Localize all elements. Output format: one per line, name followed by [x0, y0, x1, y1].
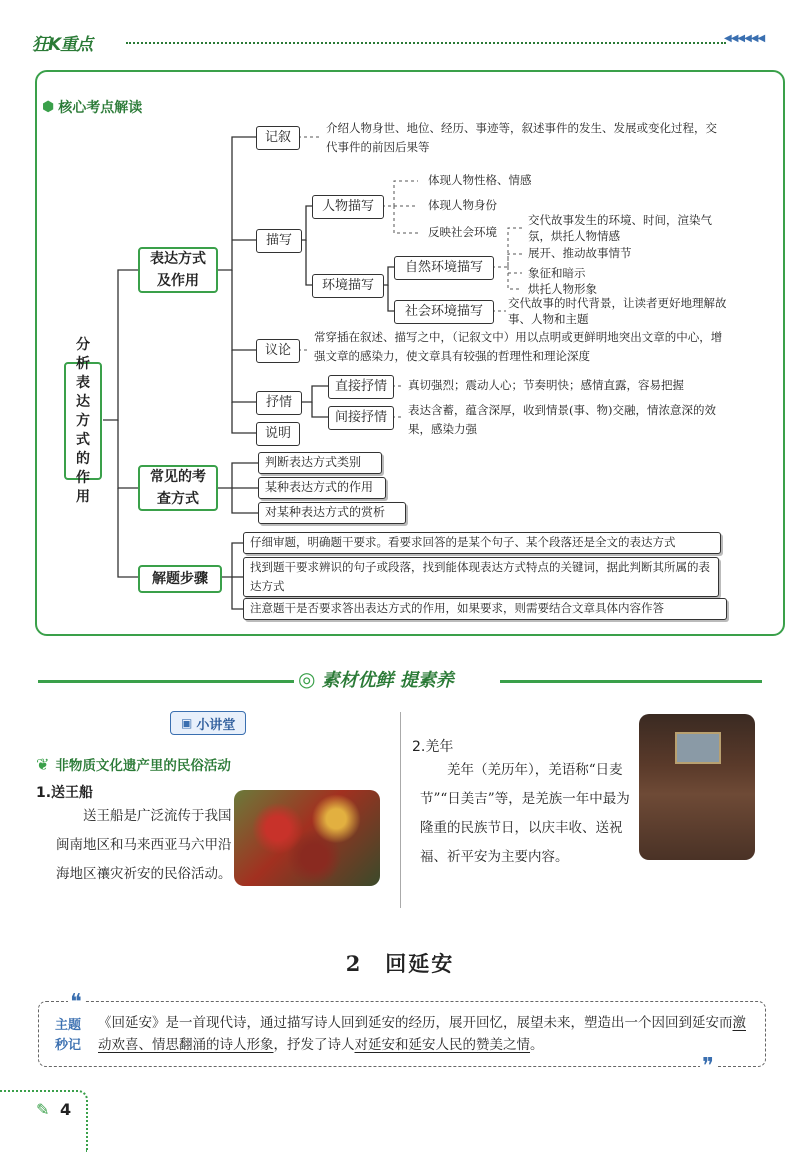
page-number: 4	[60, 1100, 72, 1119]
item2-photo	[639, 714, 755, 860]
note-natural-2: 展开、推动故事情节	[528, 246, 632, 260]
branch-exam-types: 常见的考查方式	[138, 465, 218, 511]
node-natural-env: 自然环境描写	[394, 256, 494, 280]
node-character: 人物描写	[312, 195, 384, 219]
exam-type-3: 对某种表达方式的赏析	[258, 502, 406, 524]
node-argument: 议论	[256, 339, 300, 363]
branch-solving-steps: 解题步骤	[138, 565, 222, 593]
note-direct-lyric: 真切强烈；震动人心；节奏明快；感情直露，容易把握	[408, 378, 684, 392]
cube-icon: ⬢	[42, 99, 55, 115]
banner-text: 素材优鲜 提素养	[321, 670, 454, 691]
header-arrows: ◀◀◀◀◀◀	[724, 33, 765, 44]
note-character-2: 体现人物身份	[428, 198, 497, 212]
node-indirect-lyric: 间接抒情	[328, 406, 394, 430]
node-narration: 记叙	[256, 126, 300, 150]
theme-label-line2: 秒记	[54, 1038, 81, 1053]
theme-label	[50, 1016, 86, 1056]
branch-expression: 表达方式及作用	[138, 247, 218, 293]
lecture-tag	[170, 711, 246, 735]
item1-text: 送王船是广泛流传于我国闽南地区和马来西亚马六甲沿海地区禳灾祈安的民俗活动。	[56, 808, 232, 882]
exam-type-1: 判断表达方式类别	[258, 452, 382, 474]
footer-book-icon: ✎	[36, 1100, 50, 1119]
quote-icon-close: ❞	[702, 1054, 714, 1079]
node-description: 描写	[256, 229, 302, 253]
item1-photo	[234, 790, 380, 886]
theme-text-c: 。	[530, 1037, 544, 1053]
exam-type-2: 某种表达方式的作用	[258, 477, 386, 499]
column-divider	[400, 712, 401, 908]
theme-underline-1: 激动欢喜、情思翻涌的诗人形象	[98, 1015, 746, 1053]
item1-title: 1.送王船	[36, 785, 94, 801]
section-title-text: 核心考点解读	[58, 100, 143, 116]
note-character-3: 反映社会环境	[428, 225, 497, 239]
theme-label-line1: 主题	[54, 1018, 81, 1033]
note-narration: 介绍人物身世、地位、经历、事迹等，叙述事件的发生、发展或变化过程，交代事件的前因后果等	[326, 121, 717, 154]
note-indirect-lyric: 表达含蓄，蕴含深厚，收到情景(事、物)交融，情浓意深的效果，感染力强	[408, 403, 716, 436]
lecture-icon: ▣	[181, 716, 193, 730]
theme-text-a: 《回延安》是一首现代诗，通过描写诗人回到延安的经历，展开回忆，展望未来，塑造出一个因回到延安而	[98, 1015, 733, 1031]
quote-icon-open: ❝	[70, 990, 82, 1015]
solving-step-1: 仔细审题，明确题干要求。看要求回答的是某个句子、某个段落还是全文的表达方式	[243, 532, 721, 554]
note-natural-1: 交代故事发生的环境、时间，渲染气氛，烘托人物情感	[528, 213, 712, 243]
banner	[298, 666, 454, 692]
solving-step-2: 找到题干要求辨识的句子或段落，找到能体现表达方式特点的关键词，据此判断其所属的表达方式	[243, 557, 719, 597]
item2-photo-gate	[675, 732, 721, 764]
note-natural-4: 烘托人物形象	[528, 282, 597, 296]
logo-text: 狂K重点	[32, 35, 93, 55]
subtitle	[36, 754, 231, 774]
theme-underline-2: 对延安和延安人民的赞美之情	[354, 1037, 530, 1053]
item2-text: 羌年（羌历年），羌语称“日麦节”“日美吉”等，是羌族一年中最为隆重的民族节日，以庆丰收、送祝福、祈平安为主要内容。	[420, 762, 630, 865]
node-lyric: 抒情	[256, 391, 302, 415]
banner-line-right	[500, 680, 762, 683]
banner-line-left	[38, 680, 294, 683]
note-argument: 常穿插在叙述、描写之中，（记叙文中）用以点明或更鲜明地突出文章的中心，增强文章的感染力，使文章具有较强的哲理性和理论深度	[314, 330, 723, 363]
node-direct-lyric: 直接抒情	[328, 375, 394, 399]
theme-text	[98, 1012, 758, 1056]
note-character-1: 体现人物性格、情感	[428, 173, 532, 187]
mindmap-root: 分析表达方式的作用	[64, 362, 102, 480]
theme-text-b: ，抒发了诗人	[273, 1037, 355, 1053]
note-social: 交代故事的时代背景，让读者更好地理解故事、人物和主题	[508, 296, 727, 326]
lecture-tag-text: 小讲堂	[196, 717, 236, 733]
solving-step-3: 注意题干是否要求答出表达方式的作用，如果要求，则需要结合文章具体内容作答	[243, 598, 727, 620]
note-natural-3: 象征和暗示	[528, 266, 586, 280]
node-environment: 环境描写	[312, 274, 384, 298]
node-social-env: 社会环境描写	[394, 300, 494, 324]
leaf-icon: ❦	[36, 754, 50, 774]
subtitle-text: 非物质文化遗产里的民俗活动	[55, 758, 231, 774]
item2-title: 2.羌年	[412, 739, 454, 755]
node-exposition: 说明	[256, 422, 300, 446]
lesson-title: 2 回延安	[345, 951, 455, 976]
swirl-icon: ◎	[298, 667, 316, 691]
